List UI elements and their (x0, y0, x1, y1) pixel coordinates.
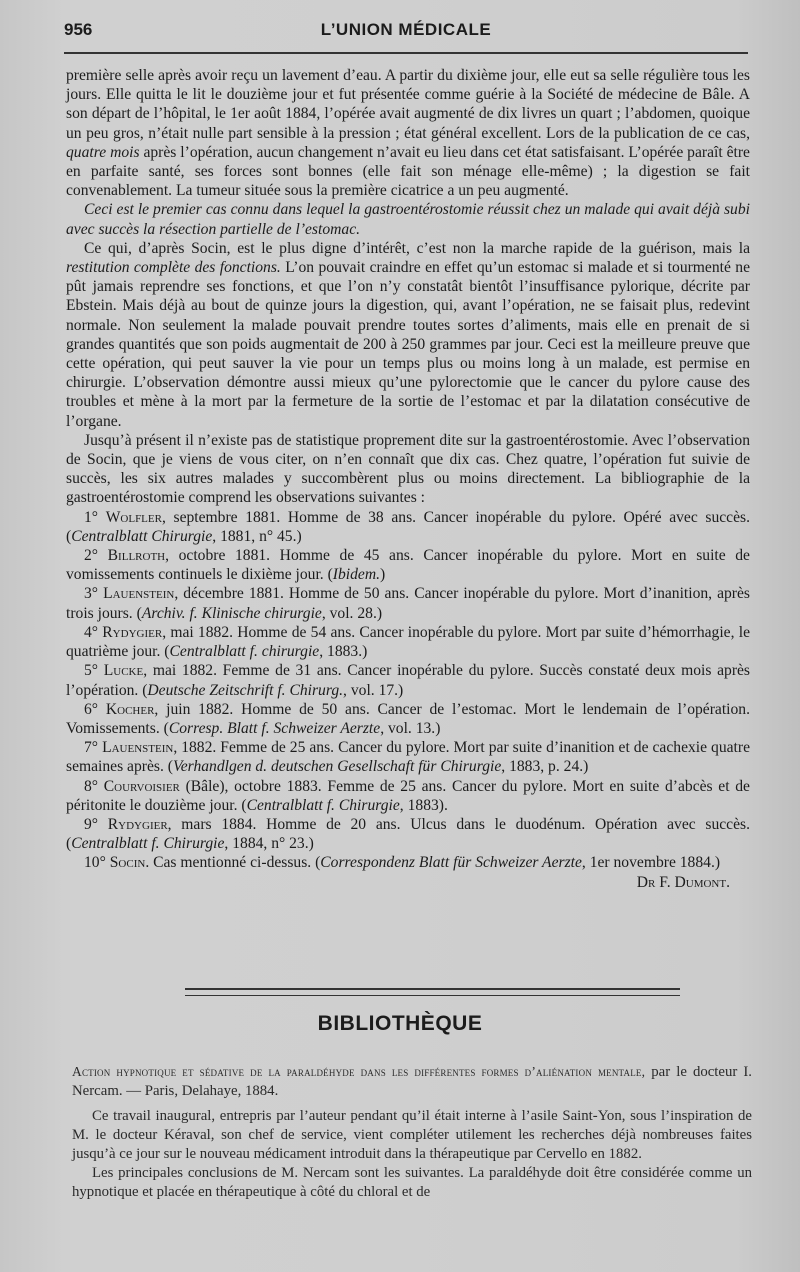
case-item: 4° Rydygier, mai 1882. Homme de 54 ans. Cancer inopérable du pylore. Mort par suite d’hémorrhagie, le quatrième jour. (Centralblatt f. chirurgie, 1883.) (66, 623, 750, 661)
book-title: Action hypnotique et sédative de la paraldéhyde dans les différentes formes d’aliénation mentale, (72, 1064, 646, 1079)
article-body (66, 66, 750, 892)
case-item: 3° Lauenstein, décembre 1881. Homme de 50 ans. Cancer inopérable du pylore. Mort d’inanition, après trois jours. (Archiv. f. Klinische chirurgie, vol. 28.) (66, 585, 750, 622)
italic-paragraph: Ceci est le premier cas connu dans lequel la gastroentérostomie réussit chez un malade qui avait déjà subi avec succès la résection partielle de l’estomac. (66, 201, 750, 238)
section-title: BIBLIOTHÈQUE (317, 1012, 483, 1035)
section-divider (185, 988, 680, 996)
case-list (66, 508, 750, 873)
paragraph: Jusqu’à présent il n’existe pas de statistique proprement dite sur la gastroentérostomie. Avec l’observation de Socin, que je viens de vous citer, on n’en connaît que dix cas. Chez quatre, l’opération fut suivie de succès, les six autres malades y succombèrent plus ou moins directement. La bibliographie de la gastroentérostomie comprend les observations suivantes : (66, 431, 750, 507)
paragraph: première selle après avoir reçu un lavement d’eau. A partir du dixième jour, elle eut sa selle régulière tous les jours. Elle quitta le lit le douzième jour et fut présentée comme guérie à la Société de médecine de Bâle. A son départ de l’hôpital, le 1er août 1884, l’opérée avait augmenté de dix livres un quart ; l’abdomen, quoique un peu gros, n’était nulle part sensible à la pression ; état général excellent. Lors de la publication de ce cas, quatre mois après l’opération, aucun changement n’avait eu lieu dans cet état satisfaisant. L’opérée paraît être en parfaite santé, ses forces sont bonnes (elle fait son ménage elle-même) ; la digestion se fait convenablement. La tumeur située sous la première cicatrice a un peu augmenté. (66, 67, 750, 200)
book-author: par le docteur I. Nercam. — Paris, Delahaye, 1884. (72, 1064, 752, 1099)
case-item: 5° Lucke, mai 1882. Femme de 31 ans. Cancer inopérable du pylore. Succès constaté deux mois après l’opération. (Deutsche Zeitschrift f. Chirurg., vol. 17.) (66, 662, 750, 699)
case-item: 1° Wolfler, septembre 1881. Homme de 38 ans. Cancer inopérable du pylore. Opéré avec succès. (Centralblatt Chirurgie, 1881, n° 45.) (66, 508, 750, 545)
book-entry (72, 1062, 752, 1101)
review-paragraph: Ce travail inaugural, entrepris par l’auteur pendant qu’il était interne à l’asile Saint-Yon, sous l’inspiration de M. le docteur Kéraval, son chef de service, vient compléter utilement les recherches déjà nombreuses faites jusqu’à ce jour sur le nouveau médicament introduit dans la thérapeutique par Cervello en 1882. (72, 1108, 752, 1162)
header-rule (64, 52, 748, 54)
page-number: 956 (64, 20, 93, 39)
bibliotheque-section (72, 1062, 752, 1202)
review-paragraph: Les principales conclusions de M. Nercam sont les suivantes. La paraldéhyde doit être considérée comme un hypnotique et placée en thérapeutique à côté du chloral et de (72, 1165, 752, 1200)
author-signature: Dr F. Dumont. (636, 873, 730, 891)
paragraph: Ce qui, d’après Socin, est le plus digne d’intérêt, c’est non la marche rapide de la guérison, mais la restitution complète des fonctions. L’on pouvait craindre en effet qu’un estomac si malade et si tourmenté ne pût jamais reprendre ses fonctions, et que l’on n’y constatât bientôt l’insuffisance pylorique, décrite par Ebstein. Mais déjà au bout de quinze jours la digestion, qui, avant l’opération, ne se faisait plus, redevint normale. Non seulement la malade pouvait prendre toutes sortes d’aliments, mais elle en prenait de si grandes quantités que son poids augmentait de 200 à 250 grammes par jour. Ceci est la meilleure preuve que cette opération, qui peut sauver la vie pour un temps plus ou moins long à un malade, est permise en chirurgie. L’observation démontre aussi mieux qu’une pylorectomie que le cancer du pylore cause des troubles et mène à la mort par la fermeture de la sortie de l’estomac et par la dilatation consécutive de l’organe. (66, 239, 751, 430)
case-item: 10° Socin. Cas mentionné ci-dessus. (Correspondenz Blatt für Schweizer Aerzte, 1er novembre 1884.) (84, 854, 721, 872)
case-item: 7° Lauenstein, 1882. Femme de 25 ans. Cancer du pylore. Mort par suite d’inanition et de cachexie quatre semaines après. (Verhandlgen d. deutschen Gesellschaft für Chirurgie, 1883, p. 24.) (66, 739, 751, 776)
case-item: 2° Billroth, octobre 1881. Homme de 45 ans. Cancer inopérable du pylore. Mort en suite de vomissements continuels le dixième jour. (Ibidem.) (66, 547, 750, 584)
case-item: 6° Kocher, juin 1882. Homme de 50 ans. Cancer de l’estomac. Mort le lendemain de l’opération. Vomissements. (Corresp. Blatt f. Schweizer Aerzte, vol. 13.) (66, 700, 750, 737)
case-item: 9° Rydygier, mars 1884. Homme de 20 ans. Ulcus dans le duodénum. Opération avec succès. (Centralblatt f. Chirurgie, 1884, n° 23.) (66, 815, 750, 853)
running-title: L’UNION MÉDICALE (320, 20, 492, 39)
page-header (64, 20, 748, 46)
case-item: 8° Courvoisier (Bâle), octobre 1883. Femme de 25 ans. Cancer du pylore. Mort en suite d’abcès et de péritonite le douzième jour. (Centralblatt f. Chirurgie, 1883). (66, 777, 750, 814)
